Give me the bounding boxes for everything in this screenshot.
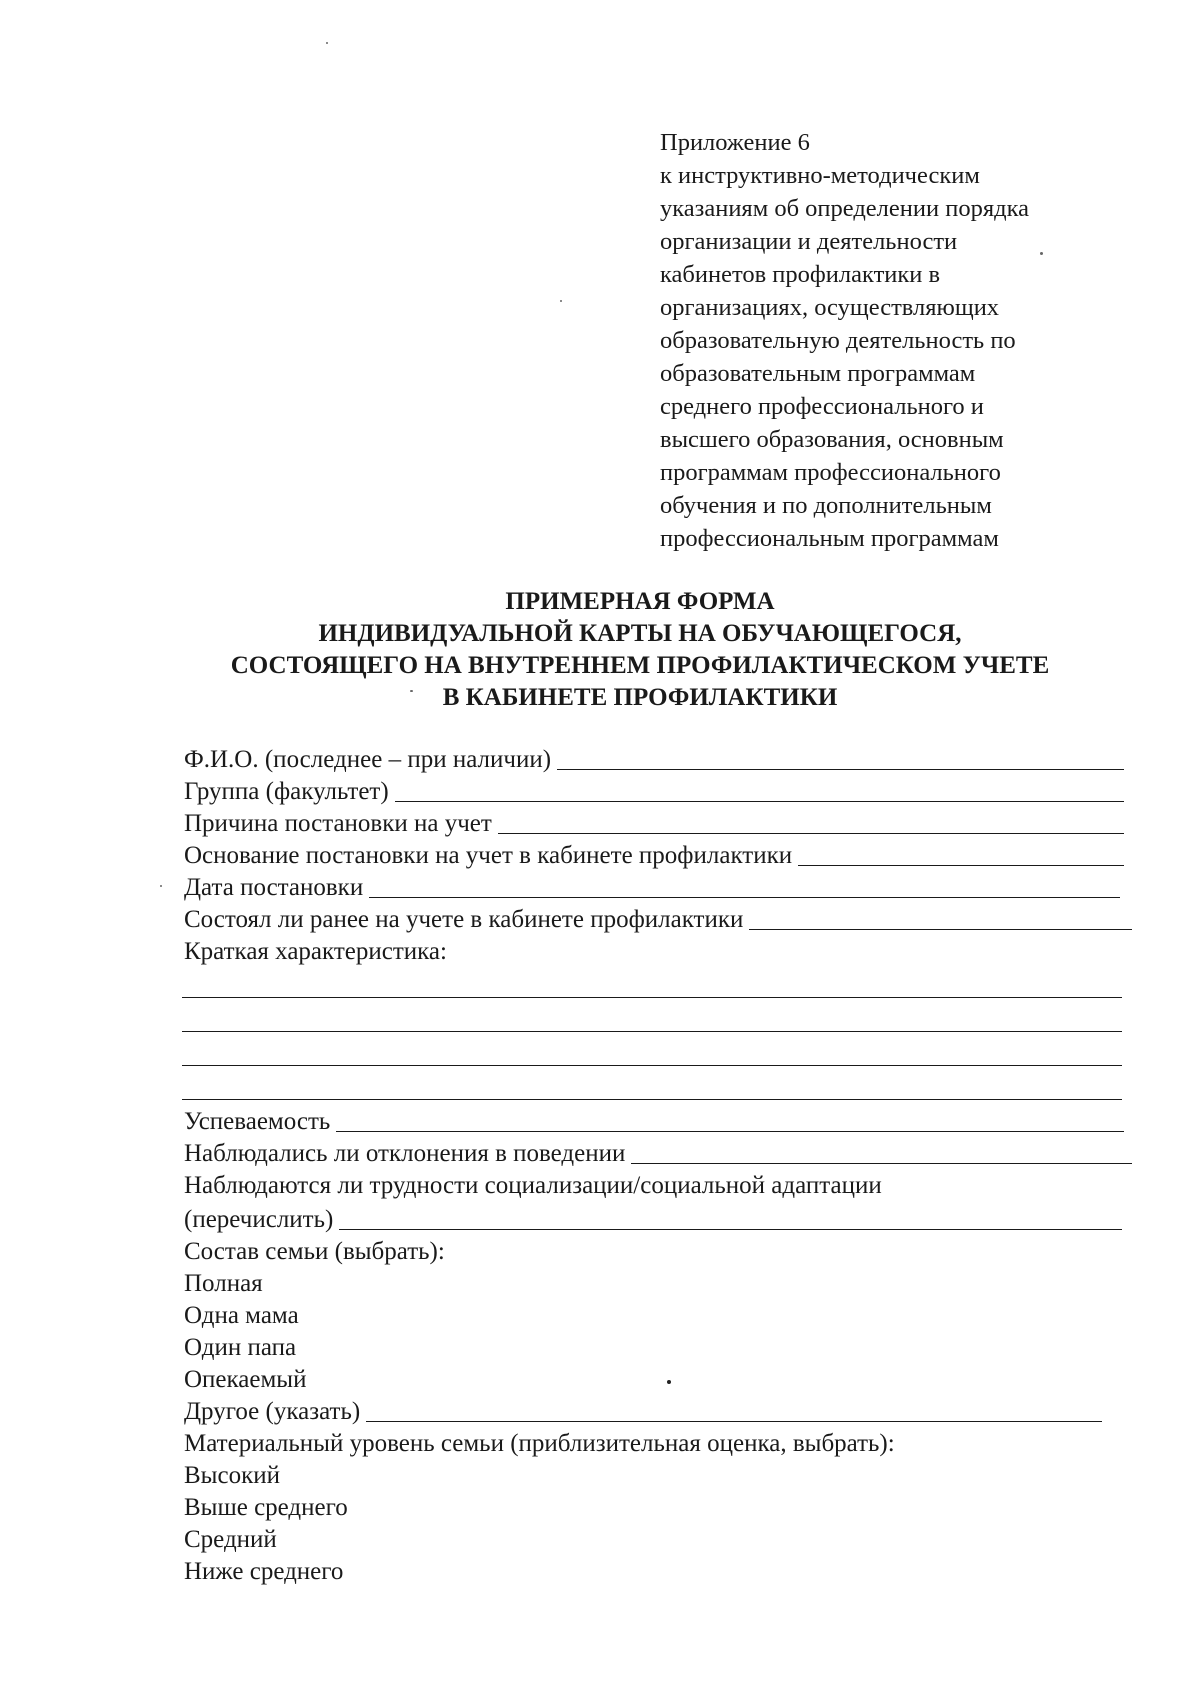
behavior-blank[interactable]: [631, 1163, 1132, 1164]
basis-field[interactable]: [184, 840, 1124, 872]
group-blank[interactable]: [395, 801, 1124, 802]
characteristic-line[interactable]: [182, 1031, 1122, 1032]
title-line: ИНДИВИДУАЛЬНОЙ КАРТЫ НА ОБУЧАЮЩЕГОСЯ,: [318, 620, 962, 647]
family-other-field[interactable]: [184, 1396, 1102, 1428]
appendix-line: организации и деятельности: [660, 228, 958, 255]
date-field[interactable]: [184, 872, 1120, 904]
family-option[interactable]: Один папа: [184, 1334, 297, 1361]
family-option[interactable]: Полная: [184, 1270, 263, 1297]
fio-blank[interactable]: [557, 769, 1124, 770]
scan-speck: [560, 300, 562, 302]
performance-label: Успеваемость: [184, 1108, 331, 1135]
wealth-option[interactable]: Высокий: [184, 1462, 280, 1489]
group-field[interactable]: [184, 776, 1124, 808]
behavior-label: Наблюдались ли отклонения в поведении: [184, 1140, 626, 1167]
characteristic-label: Краткая характеристика:: [184, 938, 447, 965]
performance-blank[interactable]: [336, 1131, 1124, 1132]
socialization-blank[interactable]: [339, 1229, 1122, 1230]
reason-field[interactable]: [184, 808, 1124, 840]
appendix-line: указаниям об определении порядка: [660, 195, 1029, 222]
title-line: ПРИМЕРНАЯ ФОРМА: [505, 588, 775, 615]
scan-speck: [1040, 252, 1043, 255]
previous-field[interactable]: [184, 904, 1132, 936]
basis-blank[interactable]: [798, 865, 1124, 866]
family-title: Состав семьи (выбрать):: [184, 1238, 445, 1265]
reason-label: Причина постановки на учет: [184, 810, 492, 837]
characteristic-line[interactable]: [182, 1099, 1122, 1100]
list-label: (перечислить): [184, 1206, 334, 1233]
appendix-line: образовательную деятельность по: [660, 327, 1016, 354]
appendix-line: программам профессионального: [660, 459, 1001, 486]
appendix-line: кабинетов профилактики в: [660, 261, 941, 288]
characteristic-line[interactable]: [182, 1065, 1122, 1066]
document-title: [160, 586, 1120, 714]
scan-speck: [326, 42, 328, 44]
wealth-option[interactable]: Ниже среднего: [184, 1558, 344, 1585]
family-option[interactable]: Одна мама: [184, 1302, 299, 1329]
appendix-line: обучения и по дополнительным: [660, 492, 992, 519]
appendix-note: [660, 126, 1180, 555]
family-other-blank[interactable]: [366, 1421, 1102, 1422]
appendix-line: среднего профессионального и: [660, 393, 984, 420]
reason-blank[interactable]: [498, 833, 1124, 834]
family-other-label: Другое (указать): [184, 1398, 361, 1425]
date-blank[interactable]: [369, 897, 1120, 898]
appendix-line: организациях, осуществляющих: [660, 294, 1000, 321]
previous-blank[interactable]: [749, 929, 1132, 930]
appendix-line: к инструктивно-методическим: [660, 162, 980, 189]
socialization-label: Наблюдаются ли трудности социализации/социальной адаптации: [184, 1172, 882, 1199]
scan-speck: [160, 885, 162, 887]
date-label: Дата постановки: [184, 874, 364, 901]
title-line: В КАБИНЕТЕ ПРОФИЛАКТИКИ: [442, 684, 838, 711]
wealth-option[interactable]: Средний: [184, 1526, 277, 1553]
scan-speck: [410, 690, 413, 692]
wealth-option[interactable]: Выше среднего: [184, 1494, 348, 1521]
appendix-line: профессиональным программам: [660, 525, 999, 552]
socialization-list-field[interactable]: [184, 1204, 1122, 1236]
fio-label: Ф.И.О. (последнее – при наличии): [184, 746, 552, 773]
appendix-line: высшего образования, основным: [660, 426, 1004, 453]
family-option[interactable]: Опекаемый: [184, 1366, 307, 1393]
appendix-line: Приложение 6: [660, 129, 810, 156]
previous-label: Состоял ли ранее на учете в кабинете профилактики: [184, 906, 744, 933]
wealth-title: Материальный уровень семьи (приблизительная оценка, выбрать):: [184, 1430, 895, 1457]
fio-field[interactable]: [184, 744, 1124, 776]
appendix-line: образовательным программам: [660, 360, 976, 387]
behavior-field[interactable]: [184, 1138, 1132, 1170]
group-label: Группа (факультет): [184, 778, 389, 805]
scan-speck: [667, 1380, 671, 1384]
basis-label: Основание постановки на учет в кабинете профилактики: [184, 842, 793, 869]
title-line: СОСТОЯЩЕГО НА ВНУТРЕННЕМ ПРОФИЛАКТИЧЕСКОМ УЧЕТЕ: [230, 652, 1050, 679]
performance-field[interactable]: [184, 1106, 1124, 1138]
characteristic-line[interactable]: [182, 997, 1122, 998]
